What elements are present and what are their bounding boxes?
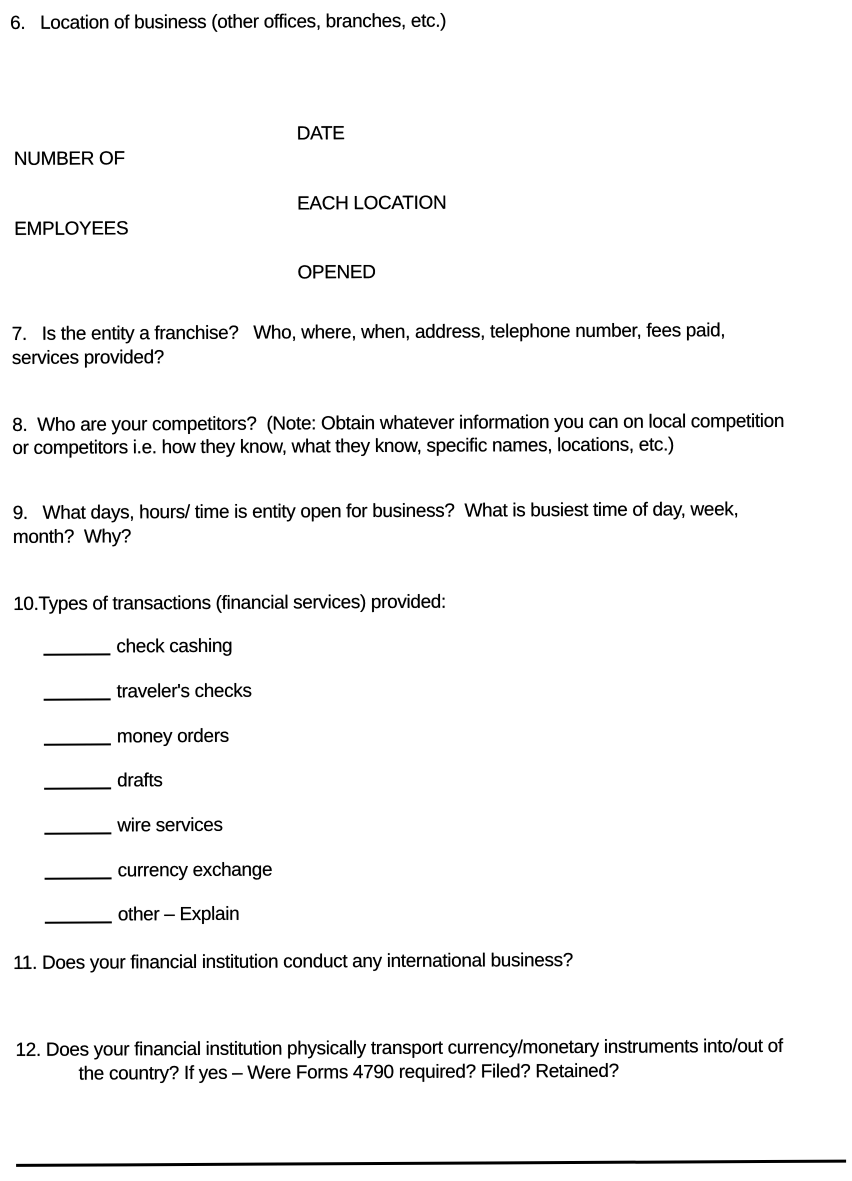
checklist-item [44,814,222,838]
question-6: 6. Location of business (other offices, branches, etc.) [10,10,447,34]
question-12-line-1: 12. Does your financial institution physically transport currency/monetary instruments into/out of [15,1035,783,1061]
blank-line [44,743,111,745]
checklist-item [45,859,273,883]
question-8-line-1: 8. Who are your competitors? (Note: Obtain whatever information you can on local competition [12,410,785,436]
question-7-line-2: services provided? [11,347,165,369]
date-header-line-3: OPENED [297,262,376,284]
date-header-line-1: DATE [296,123,345,145]
question-11: 11. Does your financial institution conduct any international business? [12,950,574,974]
question-9-line-2: month? Why? [12,526,132,548]
employees-column-header [14,101,129,287]
checklist-item-label: currency exchange [117,859,273,882]
date-header-line-2: EACH LOCATION [297,192,447,214]
question-9-line-1: 9. What days, hours/ time is entity open for business? What is busiest time of day, week, [12,499,739,524]
checklist-item-label: other – Explain [117,903,240,926]
blank-line [43,653,110,655]
checklist-item [44,769,163,793]
employees-header-line-2: EMPLOYEES [14,217,129,240]
question-7-line-1: 7. Is the entity a franchise? Who, where, when, address, telephone number, fees paid, [11,320,726,345]
date-column-header [296,76,447,331]
employees-header-line-1: NUMBER OF [13,148,125,170]
checklist-item-label: money orders [116,725,229,748]
blank-line [44,787,111,789]
question-10: 10.Types of transactions (financial services) provided: [13,591,446,615]
checklist-item [43,635,232,659]
blank-line [44,832,111,834]
checklist-item [44,725,229,749]
checklist-item [44,680,252,704]
blank-line [45,877,112,879]
checklist-item-label: drafts [117,770,163,792]
checklist-item-label: wire services [117,814,223,837]
question-12-line-2: the country? If yes – Were Forms 4790 required? Filed? Retained? [78,1060,619,1085]
checklist-item [45,903,240,927]
checklist-item-label: check cashing [116,635,233,658]
bottom-rule [16,1160,846,1167]
checklist-item-label: traveler's checks [116,680,252,703]
blank-line [44,698,111,700]
blank-line [45,921,112,923]
question-8-line-2: or competitors i.e. how they know, what they know, specific names, locations, etc.) [12,434,675,459]
